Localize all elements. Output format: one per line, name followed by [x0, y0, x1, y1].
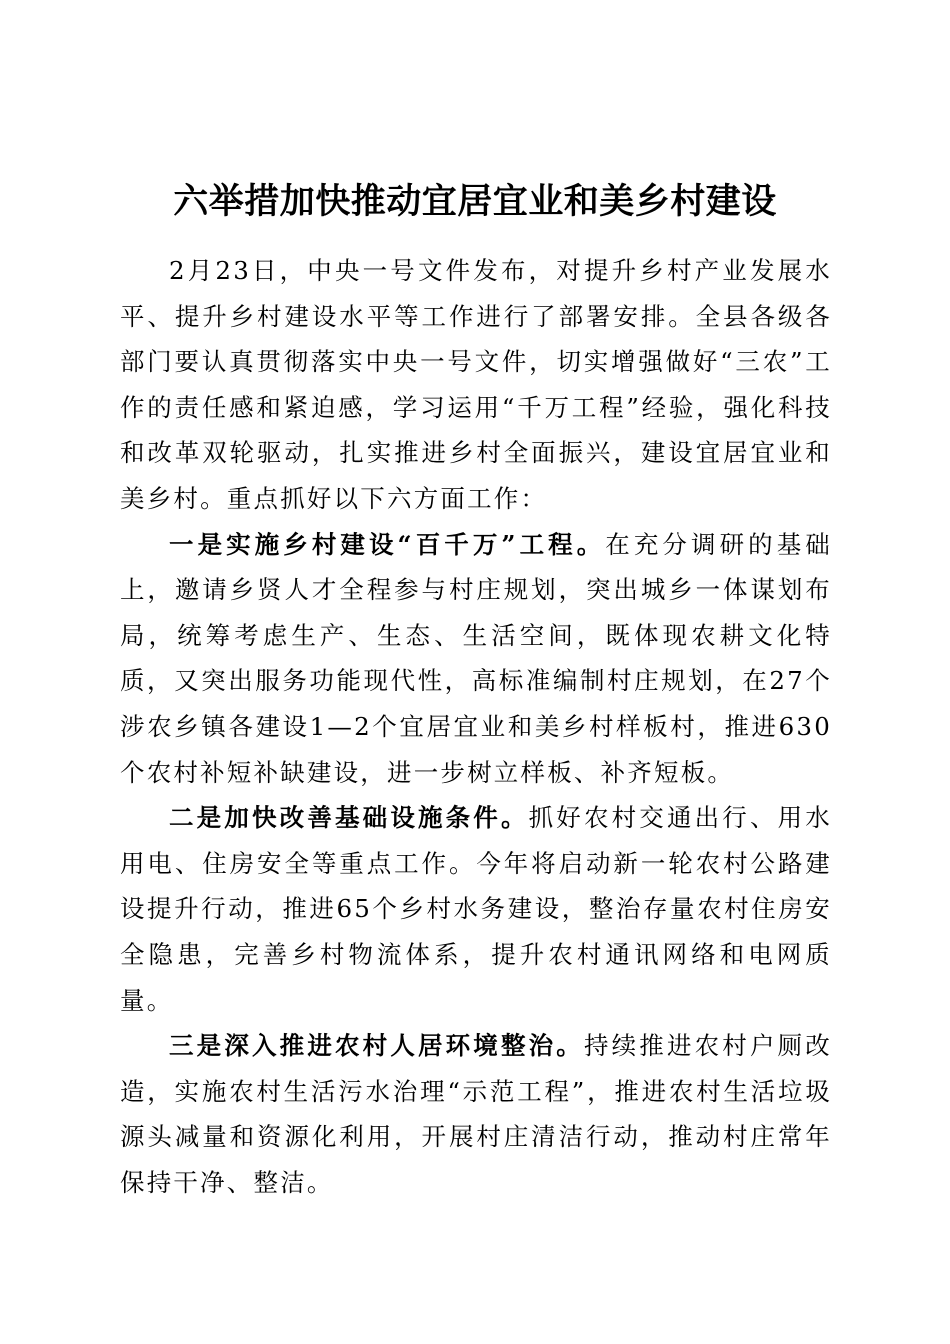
section-paragraph-3 [120, 1023, 832, 1205]
section-lead-1: 一是实施乡村建设“百千万”工程。 [169, 529, 606, 559]
section-lead-3: 三是深入推进农村人居环境整治。 [169, 1031, 584, 1061]
intro-paragraph: 2月23日，中央一号文件发布，对提升乡村产业发展水平、提升乡村建设水平等工作进行了部署安排。全县各级各部门要认真贯彻落实中央一号文件，切实增强做好“三农”工作的责任感和紧迫感，学习运用“千万工程”经验，强化科技和改革双轮驱动，扎实推进乡村全面振兴，建设宜居宜业和美乡村。重点抓好以下六方面工作： [120, 256, 832, 513]
section-paragraph-1 [120, 522, 832, 796]
section-text-3: 持续推进农村户厕改造，实施农村生活污水治理“示范工程”，推进农村生活垃圾源头减量和资源化利用，开展村庄清洁行动，推动村庄常年保持干净、整洁。 [120, 1031, 832, 1197]
document-title: 六举措加快推动宜居宜业和美乡村建设 [173, 181, 777, 222]
section-text-2: 抓好农村交通出行、用水用电、住房安全等重点工作。今年将启动新一轮农村公路建设提升行动，推进65个乡村水务建设，整治存量农村住房安全隐患，完善乡村物流体系，提升农村通讯网络和电网质量。 [120, 803, 832, 1015]
section-paragraph-2 [120, 795, 832, 1023]
section-text-1: 在充分调研的基础上，邀请乡贤人才全程参与村庄规划，突出城乡一体谋划布局，统筹考虑生产、生态、生活空间，既体现农耕文化特质，又突出服务功能现代性，高标准编制村庄规划，在27个涉农乡镇各建设1—2个宜居宜业和美乡村样板村，推进630个农村补短补缺建设，进一步树立样板、补齐短板。 [120, 529, 832, 787]
document-body [120, 248, 832, 1205]
section-lead-2: 二是加快改善基础设施条件。 [169, 803, 529, 833]
